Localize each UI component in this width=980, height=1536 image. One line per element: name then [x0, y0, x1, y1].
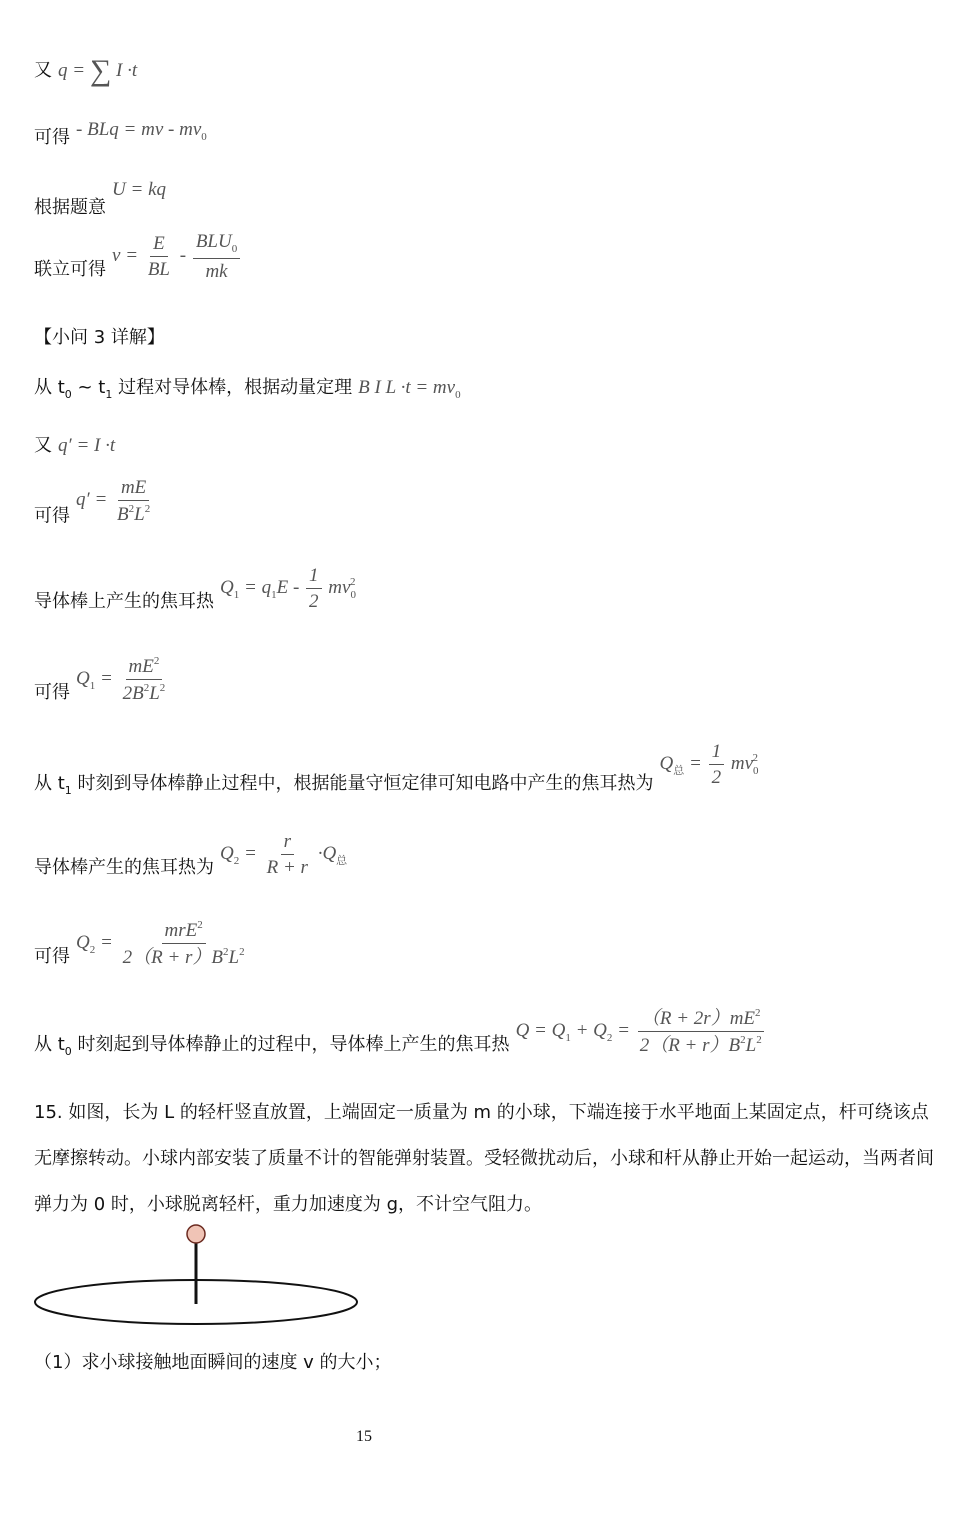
eq-line-heat-q2: [34, 832, 347, 877]
eq-line-heat-q1-result: [34, 656, 170, 703]
rod-ball-figure: [30, 1222, 370, 1326]
equation: $Q_1$ = $\frac{mE^2}{2B^2L^2}$: [76, 655, 166, 704]
text-segment: 从 $t_1$ 时刻到导体棒静止过程中，根据能量守恒定律可知电路中产生的焦耳热为: [34, 772, 654, 797]
ball-circle: [187, 1225, 205, 1243]
eq-label: 可得: [34, 127, 70, 148]
equation: $Q_2$ = $\frac{r}{R + r}$ $\cdot Q_总$: [220, 831, 348, 878]
equation: - BLq = mv - $mv_0$: [76, 119, 207, 143]
eq-line-charge-result: [34, 478, 155, 525]
section-heading: 【小问 3 详解】: [34, 327, 165, 348]
equation: $Q_1 = q_1E$ - $\frac{1}{2}$ $mv_0^2$: [220, 565, 356, 612]
eq-line-charge-sum: [34, 56, 137, 86]
eq-label: 可得: [34, 681, 70, 703]
problem-15-text: 15. 如图，长为 L 的轻杆竖直放置，上端固定一质量为 m 的小球，下端连接于水平地面上某固定点，杆可绕该点无摩擦转动。小球内部安装了质量不计的智能弹射装置。受轻微扰动后，小球和杆从静止开始一起运动，当两者间弹力为 0 时，小球脱离轻杆，重力加速度为 g，不计空气阻力。: [34, 1102, 934, 1215]
eq-line-impulse: [34, 378, 461, 401]
equation: $Q = Q_1 + Q_2$ = $\frac{(R + 2r)mE^2}{2(R + r)B^2L^2}$: [515, 1007, 762, 1056]
eq-line-final-heat: [34, 1008, 767, 1057]
eq-label: 可得: [34, 505, 70, 527]
eq-label: 又: [34, 60, 52, 81]
equation: $Q_总$ = $\frac{1}{2}$ $mv_0^2$: [659, 741, 759, 788]
text-segment: 从 $t_0$ 时刻起到导体棒静止的过程中，导体棒上产生的焦耳热: [34, 1033, 510, 1058]
eq-label: 根据题意: [34, 197, 106, 218]
eq-label: 导体棒上产生的焦耳热: [34, 590, 214, 612]
equation: v = $\frac{E}{BL}$ - $\frac{BLU_0}{mk}$: [112, 245, 242, 266]
eq-line-heat-q2-result: [34, 920, 250, 967]
equation: q = ∑ I ·t: [58, 54, 138, 87]
equation: $Q_2$ = $\frac{mrE^2}{2(R + r)B^2L^2}$: [76, 919, 245, 968]
eq-label: 联立可得: [34, 258, 106, 280]
question-1: （1）求小球接触地面瞬间的速度 v 的大小；: [34, 1352, 392, 1373]
eq-label: 又: [34, 435, 52, 456]
eq-line-total-heat: [34, 742, 758, 796]
equation: q′ = I ·t: [58, 435, 116, 456]
eq-line-momentum: [34, 120, 207, 147]
eq-line-heat-q1: [34, 566, 355, 611]
eq-line-charge: [34, 436, 115, 455]
eq-line-velocity: [34, 232, 242, 281]
eq-label: 导体棒产生的焦耳热为: [34, 856, 214, 878]
equation: B I $L \cdot t = mv_0$: [358, 377, 461, 401]
text-segment: 从 $t_0$ ~ $t_1$ 过程对导体棒，根据动量定理: [34, 377, 353, 401]
equation: U = kq: [112, 179, 167, 200]
eq-line-voltage: [34, 180, 166, 217]
eq-label: 可得: [34, 945, 70, 967]
equation: q′ = $\frac{mE}{B^2L^2}$: [76, 477, 151, 525]
page-number: 15: [356, 1428, 372, 1445]
